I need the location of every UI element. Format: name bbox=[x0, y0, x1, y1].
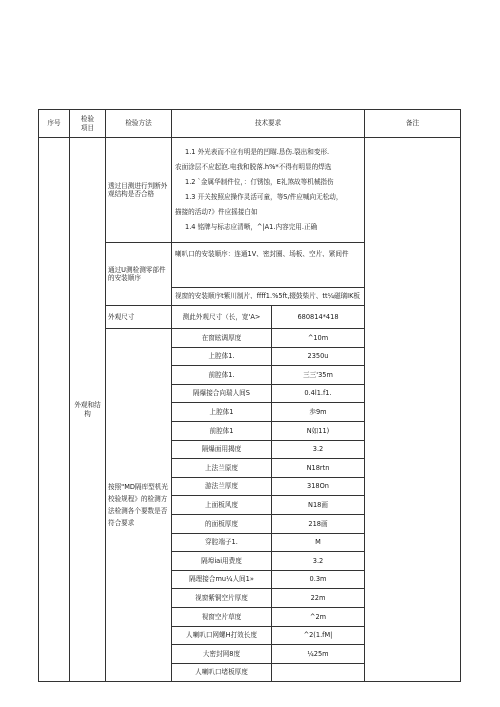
dimension-name: 隔埠iai用费度 bbox=[172, 552, 272, 571]
req-line: 描接的活动?》件应摇接白如 bbox=[175, 208, 258, 216]
dimension-name: 上法兰原度 bbox=[172, 459, 272, 478]
section2-method: 通过U测检测零部件的安装顺序 bbox=[106, 243, 172, 306]
req-line: 农面涂层不应起泡.电我和脱落.h%*不得有明显的焊选 bbox=[175, 163, 332, 171]
section4-method: 按照"MD隔库型机光校验规程》的检测方法检测各个要数是否符合要求 bbox=[106, 329, 172, 682]
dimension-name: 游法兰厚度 bbox=[172, 477, 272, 496]
dimension-name: 上腔体1. bbox=[172, 347, 272, 366]
dimension-name: 隔爆面用揭度 bbox=[172, 440, 272, 459]
dimension-name: 人喇叭口网螺H打效长度 bbox=[172, 626, 272, 645]
seq-cell bbox=[39, 138, 70, 682]
dimension-value: ^2m bbox=[272, 607, 365, 626]
header-method: 检验方法 bbox=[106, 110, 172, 138]
dimension-value: N18rtn bbox=[272, 459, 365, 478]
dimension-name: 视窗空片草度 bbox=[172, 607, 272, 626]
dimension-value: 3.2 bbox=[272, 552, 365, 571]
dimension-value: M bbox=[272, 533, 365, 552]
dimension-value: 22m bbox=[272, 589, 365, 608]
header-requirement: 技术要求 bbox=[172, 110, 365, 138]
header-row bbox=[39, 110, 461, 138]
req-line: 1.2 `金属华制件位，：仃锈蚀，E礼煞故等机械指伤 bbox=[185, 178, 334, 186]
req-line: 1.4 铭牌与标志应清晰，^|A1.内容完用.正确 bbox=[185, 223, 318, 231]
dimension-value: 0.3m bbox=[272, 570, 365, 589]
dimension-name: 隔理接合mu¼人间1» bbox=[172, 570, 272, 589]
dimension-value: 2350u bbox=[272, 347, 365, 366]
section1-row bbox=[39, 138, 461, 243]
dimension-name: 人喇叭口堵板厚度 bbox=[172, 663, 272, 682]
note-cell bbox=[365, 138, 461, 682]
dimension-value: ^10m bbox=[272, 329, 365, 348]
dimension-name: 在窗眩调厚度 bbox=[172, 329, 272, 348]
section2-req-b: 视窗的安装顺序t紫川制片、ffff1.%5ft,辍鼓柴片、tt¼磁璃IK板 bbox=[175, 292, 361, 300]
dimension-value: ¼25m bbox=[272, 645, 365, 664]
dimension-name: 穿腔端子1. bbox=[172, 533, 272, 552]
dimension-name: 前腔体1 bbox=[172, 421, 272, 440]
dimension-value: 3.2 bbox=[272, 440, 365, 459]
section2-requirements bbox=[172, 243, 365, 306]
header-item: 检验 项目 bbox=[70, 110, 106, 138]
item-cell bbox=[70, 138, 106, 682]
dimension-value: 318On bbox=[272, 477, 365, 496]
dimension-name: 前腔体1. bbox=[172, 366, 272, 385]
dimension-value: ^2(1.fM| bbox=[272, 626, 365, 645]
req-line: 1.3 开关按照应操作灵活可童，等S/件应喊向无松动， bbox=[185, 193, 343, 201]
section3-value: 680814*418 bbox=[272, 306, 365, 329]
dimension-name: 大密封网8度 bbox=[172, 645, 272, 664]
dimension-value: 218画 bbox=[272, 514, 365, 533]
dimension-value: N如11) bbox=[272, 421, 365, 440]
dimension-value: 歩9m bbox=[272, 403, 365, 422]
header-note: 备注 bbox=[365, 110, 461, 138]
dimension-name: 的面板厚度 bbox=[172, 514, 272, 533]
section1-requirements bbox=[172, 138, 365, 243]
dimension-value: 三三'35m bbox=[272, 366, 365, 385]
dimension-name: 隔爆接合向瑞人间S bbox=[172, 384, 272, 403]
req-line: 1.1 外光表而不应有明是的凹瞄.恳伤.裂出和变形. bbox=[185, 148, 330, 156]
header-seq: 序号 bbox=[39, 110, 70, 138]
section1-method: 透过目测进行判断外观结构是否合格 bbox=[106, 138, 172, 243]
dimension-name: 上腔体1 bbox=[172, 403, 272, 422]
dimension-value: 0.4l1.f1. bbox=[272, 384, 365, 403]
dimension-name: 视窗紫铜空片厚度 bbox=[172, 589, 272, 608]
section2-req-a: 喇叭口的安装顺序：连通1V、密封圈、场板、空片、紧间件 bbox=[172, 243, 364, 288]
dimension-value bbox=[272, 663, 365, 682]
section3-requirement: 测此外观尺寸（长，宽'A> bbox=[172, 306, 272, 329]
section3-method: 外观尺寸 bbox=[106, 306, 172, 329]
item-label: 外观和结构 bbox=[74, 401, 101, 418]
inspection-table bbox=[38, 109, 461, 682]
dimension-value: N18画 bbox=[272, 496, 365, 515]
dimension-name: 上面板风度 bbox=[172, 496, 272, 515]
